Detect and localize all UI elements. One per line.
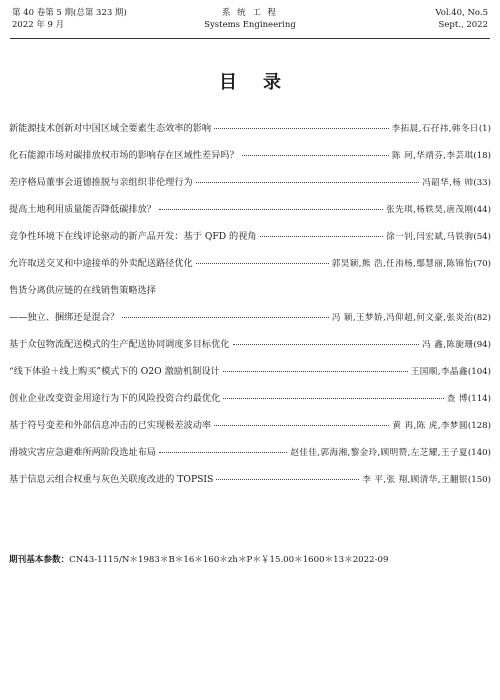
toc-dot-leader (214, 425, 389, 426)
toc-dot-leader (260, 236, 384, 237)
toc-entry-page: (150) (467, 475, 491, 485)
toc-entry[interactable] (9, 230, 491, 244)
toc-entry-title: 基于符号变差和外部信息冲击的已实现极差波动率 (9, 420, 212, 431)
toc-dot-leader (196, 182, 419, 183)
toc-entry[interactable] (9, 257, 491, 271)
toc-entry-authors: 冯 颖,王梦娇,冯仰超,何文豪,张炎治 (331, 313, 474, 323)
toc-entry-title: 创业企业改变资金用途行为下的风险投资合约最优化 (9, 393, 221, 404)
toc-entry-title: 化石能源市场对碳排放权市场的影响存在区域性差异吗？ (9, 150, 239, 161)
publication-date-label: 2022 年 9 月 (12, 20, 65, 30)
toc-entry[interactable] (9, 338, 491, 352)
toc-entry-title: 滑坡灾害应急避难所两阶段选址布局 (9, 447, 156, 458)
journal-volume-english (435, 7, 488, 31)
date-english: Sept., 2022 (438, 20, 488, 30)
toc-entry-title: 竞争性环境下在线评论驱动的新产品开发：基于 QFD 的视角 (9, 231, 257, 242)
header-divider (10, 38, 490, 39)
toc-entry-title: 允许取送交叉和中途接单的外卖配送路径优化 (9, 258, 193, 269)
toc-entry-subtitle: ——独立、捆绑还是混合？ (9, 312, 120, 323)
toc-entry-page: (114) (467, 394, 491, 404)
toc-entry[interactable] (9, 203, 491, 217)
toc-entry[interactable] (9, 365, 491, 379)
toc-entry-title: “线下体验＋线上购买”模式下的 O2O 激励机制设计 (9, 366, 220, 377)
page-title: 目录 (219, 72, 307, 93)
toc-entry-title: 基于众包物流配送模式的生产配送协同调度多目标优化 (9, 339, 230, 350)
volume-issue-label: 第 40 卷第 5 期(总第 323 期) (12, 8, 127, 18)
toc-entry-title: 基于信息云组合权重与灰色关联度改进的 TOPSIS (9, 474, 214, 485)
toc-entry[interactable] (9, 473, 491, 487)
toc-dot-leader (233, 344, 420, 345)
toc-entry[interactable] (9, 446, 491, 460)
volume-number-english: Vol.40, No.5 (435, 8, 488, 18)
toc-entry-page: (94) (473, 340, 491, 350)
toc-entry[interactable] (9, 149, 491, 163)
toc-entry[interactable] (9, 311, 491, 325)
toc-entry-authors: 冯韶华,杨 帅 (422, 178, 474, 188)
toc-dot-leader (214, 128, 388, 129)
toc-entry[interactable] (9, 122, 491, 136)
toc-entry-authors: 陈 珂,华靖芬,李芸琪 (391, 151, 474, 161)
toc-entry-authors: 徐一钊,闫宏斌,马铁驹 (386, 232, 474, 242)
journal-parameters (9, 553, 388, 567)
journal-name (0, 7, 500, 31)
toc-dot-leader (196, 263, 329, 264)
toc-entry-page: (1) (478, 124, 491, 134)
toc-entry-authors: 黄 再,陈 虎,李梦圆 (392, 421, 468, 431)
toc-dot-leader (216, 479, 359, 480)
toc-entry[interactable] (9, 176, 491, 190)
toc-entry-page: (128) (467, 421, 491, 431)
toc-entry-authors: 查 博 (446, 394, 468, 404)
toc-entry-authors: 赵佳佳,郭海湘,黎金玲,顾明赞,左芝耀,王子夏 (290, 448, 468, 458)
toc-entry-page: (18) (473, 151, 491, 161)
journal-name-chinese: 系 统 工 程 (221, 8, 279, 18)
toc-entry[interactable] (9, 419, 491, 433)
toc-entry-page: (104) (467, 367, 491, 377)
toc-entry-title-line[interactable]: 售货分离供应链的在线销售策略选择 (9, 285, 156, 296)
toc-dot-leader (223, 371, 408, 372)
toc-entry-page: (54) (473, 232, 491, 242)
toc-dot-leader (223, 398, 443, 399)
toc-dot-leader (242, 155, 389, 156)
journal-parameters-value: CN43-1115/N＊1983＊B＊16＊160＊zh＊P＊￥15.00＊1600＊13＊2022-09 (69, 555, 389, 565)
journal-name-english: Systems Engineering (204, 20, 296, 30)
toc-entry-title: 差序格局董事会道德推脱与亲组织非伦理行为 (9, 177, 193, 188)
toc-entry[interactable] (9, 392, 491, 406)
toc-entry-authors: 李 平,张 翔,顾清华,王翻银 (362, 475, 468, 485)
toc-entry-page: (44) (473, 205, 491, 215)
toc-entry-title: 新能源技术创新对中国区域全要素生态效率的影响 (9, 123, 212, 134)
toc-entry-authors: 李拓晨,石孖祎,韩冬日 (391, 124, 479, 134)
journal-parameters-label: 期刊基本参数： (9, 555, 70, 565)
toc-entry-title: 提高土地利用质量能否降低碳排放？ (9, 204, 156, 215)
toc-dot-leader (122, 317, 329, 318)
toc-entry-authors: 冯 鑫,陈旎珊 (422, 340, 474, 350)
toc-dot-leader (159, 209, 383, 210)
toc-entry-page: (70) (473, 259, 491, 269)
toc-entry-authors: 张先琪,杨轶昊,唐茂刚 (386, 205, 474, 215)
toc-entry-page: (33) (473, 178, 491, 188)
toc-dot-leader (159, 452, 287, 453)
toc-entry-authors: 郭昊颖,熊 浩,任洧杨,鄢慧丽,陈锦怡 (331, 259, 474, 269)
toc-entry-page: (140) (467, 448, 491, 458)
toc-entry-page: (82) (473, 313, 491, 323)
toc-entry-authors: 王国顺,李晶鑫 (410, 367, 468, 377)
